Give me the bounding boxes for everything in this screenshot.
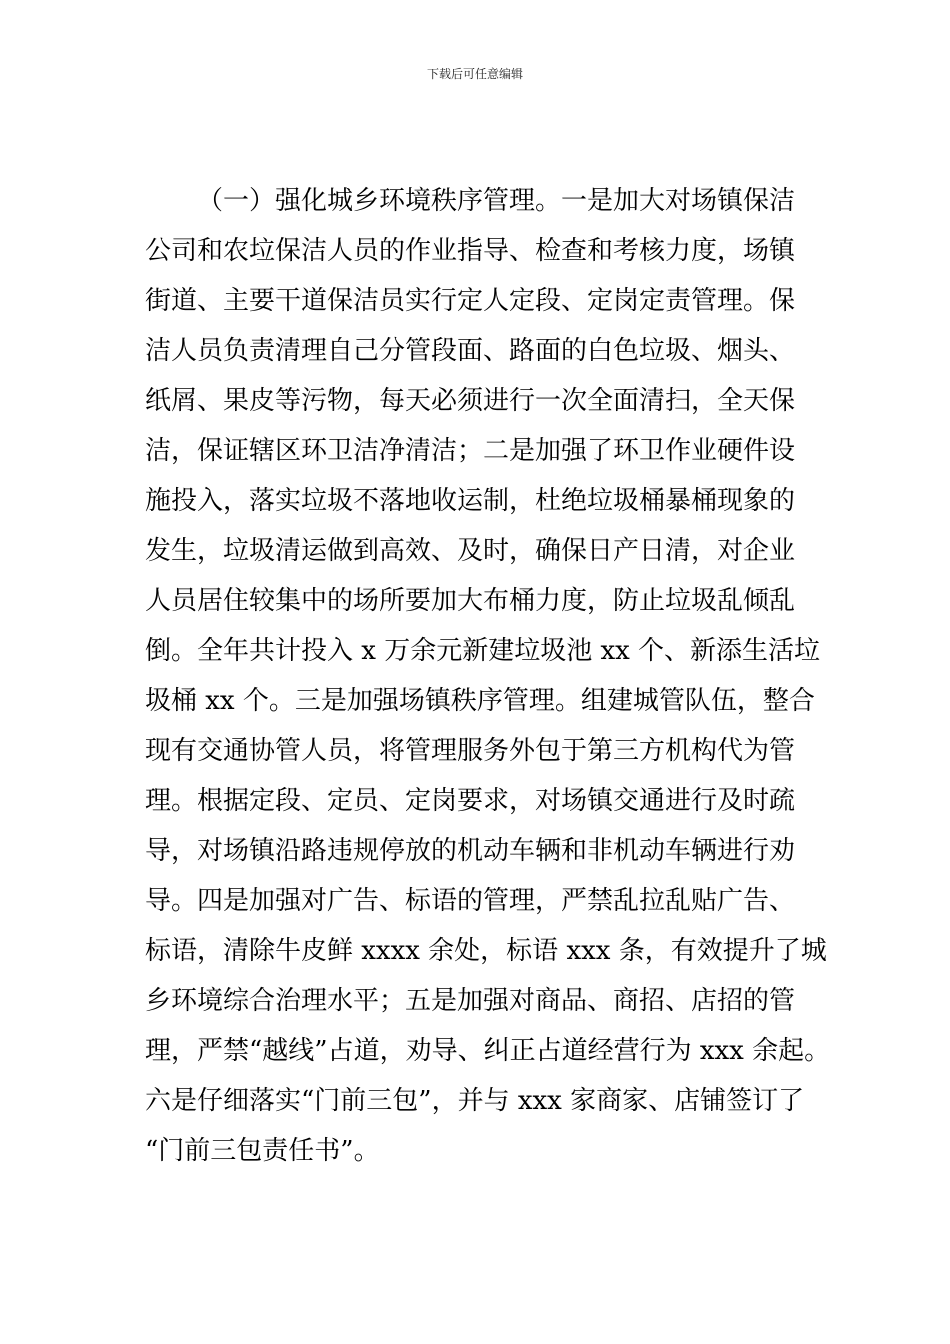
text-line: 发生，垃圾清运做到高效、及时，确保日产日清，对企业 [145,536,796,566]
text-line: 导。四是加强对广告、标语的管理，严禁乱拉乱贴广告、 [145,886,796,916]
text-line: 标语，清除牛皮鲜 xxxx 余处，标语 xxx 条，有效提升了城 [145,936,827,966]
text-line: （一）强化城乡环境秩序管理。一是加大对场镇保洁 [197,186,796,216]
text-line: 人员居住较集中的场所要加大布桶力度，防止垃圾乱倾乱 [145,586,796,616]
text-line: 理，严禁“越线”占道，劝导、纠正占道经营行为 xxx 余起。 [145,1036,831,1066]
text-line: 洁人员负责清理自己分管段面、路面的白色垃圾、烟头、 [145,336,796,366]
text-line: 纸屑、果皮等污物，每天必须进行一次全面清扫，全天保 [145,386,796,416]
text-line: 理。根据定段、定员、定岗要求，对场镇交通进行及时疏 [145,786,796,816]
text-line: 倒。全年共计投入 x 万余元新建垃圾池 xx 个、新添生活垃 [145,636,821,666]
text-line: 圾桶 xx 个。三是加强场镇秩序管理。组建城管队伍，整合 [145,686,815,716]
text-line: 现有交通协管人员，将管理服务外包于第三方机构代为管 [145,736,796,766]
text-line: 街道、主要干道保洁员实行定人定段、定岗定责管理。保 [145,286,796,316]
text-line: “门前三包责任书”。 [145,1136,380,1166]
text-line: 洁，保证辖区环卫洁净清洁；二是加强了环卫作业硬件设 [145,436,796,466]
text-line: 乡环境综合治理水平；五是加强对商品、商招、店招的管 [145,986,796,1016]
text-line: 六是仔细落实“门前三包”，并与 xxx 家商家、店铺签订了 [145,1086,805,1116]
body-paragraph [145,176,831,1176]
text-line: 导，对场镇沿路违规停放的机动车辆和非机动车辆进行劝 [145,836,796,866]
page-header: 下载后可任意编辑 [426,67,523,81]
text-line: 施投入，落实垃圾不落地收运制，杜绝垃圾桶暴桶现象的 [145,486,796,516]
text-line: 公司和农垃保洁人员的作业指导、检查和考核力度，场镇 [145,236,796,266]
